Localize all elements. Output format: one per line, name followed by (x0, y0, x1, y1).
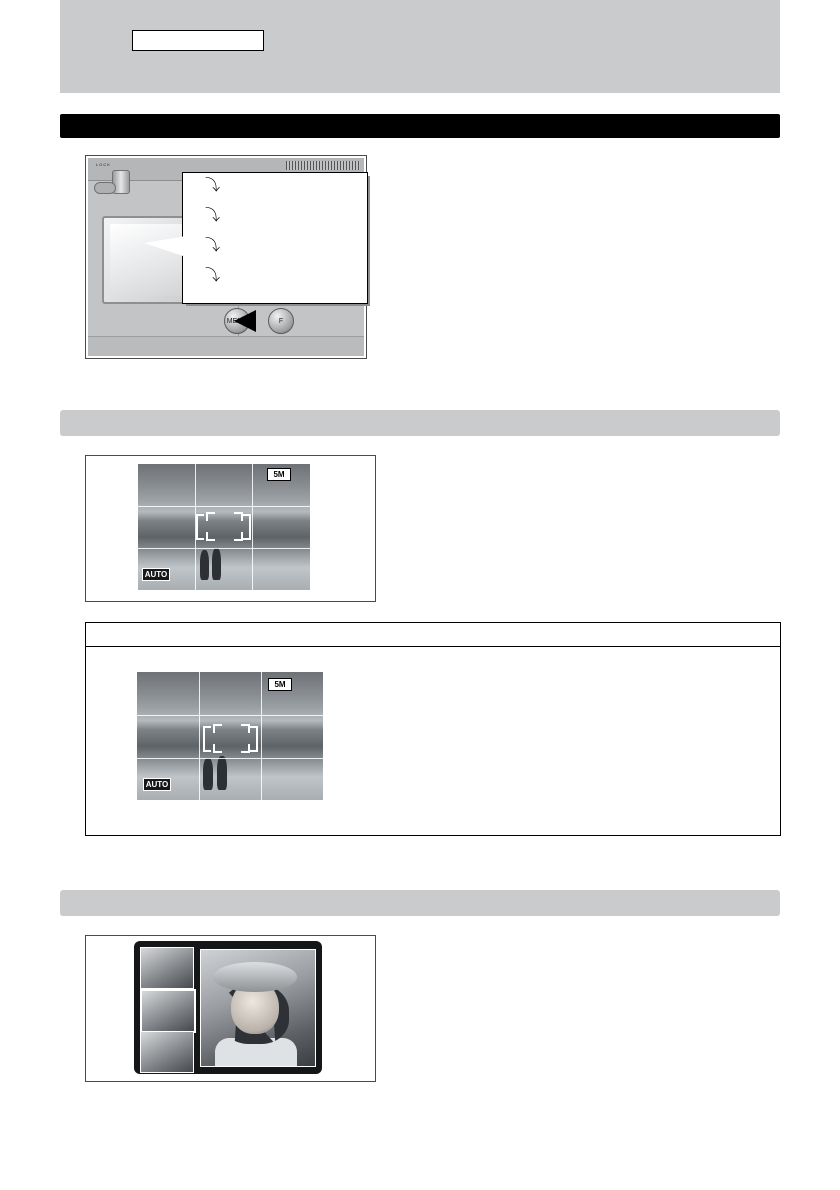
af-bracket-left-note (203, 726, 211, 752)
figure-camera-with-callout (85, 155, 367, 359)
down-arrow-icon-1: ⤵ (205, 177, 221, 194)
grid-line-v1-note (199, 672, 200, 800)
grid-line-v2-note (261, 672, 262, 800)
af-frame-corner-bl (206, 532, 215, 541)
section-title-bar (60, 114, 780, 138)
af-frame-corner-tl (206, 512, 215, 521)
resolution-badge-note: 5M (268, 678, 292, 691)
section-bar-playback (60, 890, 780, 916)
playback-subject-hat (213, 962, 297, 992)
figure-lcd-capture-note (137, 672, 323, 800)
af-frame-corner-tr-note (241, 724, 250, 733)
mode-badge-note: AUTO (143, 778, 171, 791)
grid-line-h2-note (137, 758, 323, 759)
grid-line-v2 (252, 464, 253, 590)
playback-thumbnail-1[interactable] (140, 947, 194, 989)
camera-body (88, 158, 364, 356)
pointer-arrow-icon (234, 310, 256, 332)
figure-playback (85, 935, 376, 1082)
resolution-badge: 5M (267, 468, 291, 481)
photo-person-1-note (203, 758, 213, 790)
lcd-capture-screen (86, 456, 375, 601)
down-arrow-icon-3: ⤵ (205, 237, 221, 254)
camera-speaker-grill-icon (286, 161, 360, 170)
camera-fn-button[interactable]: F (268, 308, 294, 334)
af-bracket-left (196, 514, 204, 540)
photo-person-1 (200, 550, 209, 580)
playback-main-image (200, 949, 316, 1067)
grid-line-h1 (138, 506, 310, 507)
header-label-box (132, 30, 264, 51)
af-bracket-right-note (250, 726, 258, 752)
af-frame-corner-tr (234, 512, 243, 521)
af-frame-corner-br (234, 532, 243, 541)
camera-lock-label: LOCK (96, 162, 111, 167)
mode-badge: AUTO (142, 568, 170, 581)
down-arrow-icon-2: ⤵ (205, 207, 221, 224)
af-frame-corner-bl-note (213, 744, 222, 753)
playback-thumbnail-3[interactable] (140, 1031, 194, 1073)
camera-bottom-panel (88, 337, 364, 356)
note-box-heading (86, 623, 780, 647)
camera-knob[interactable] (94, 182, 116, 194)
lcd-capture-screen-note (137, 672, 323, 800)
grid-line-h2 (138, 548, 310, 549)
page-header-band (60, 0, 780, 93)
callout-tail (144, 236, 186, 257)
callout-balloon (182, 172, 368, 304)
af-frame-corner-br-note (241, 744, 250, 753)
down-arrow-icon-4: ⤵ (205, 267, 221, 284)
playback-thumbnail-2[interactable] (140, 989, 196, 1033)
photo-person-2-note (217, 756, 227, 790)
camera-menu-button[interactable]: MENU (224, 308, 250, 334)
figure-lcd-capture (85, 455, 376, 602)
af-frame-corner-tl-note (213, 724, 222, 733)
af-bracket-right (243, 514, 251, 540)
section-bar-capture (60, 410, 780, 436)
photo-person-2 (212, 548, 221, 580)
playback-screen (134, 941, 322, 1074)
grid-line-h1-note (137, 715, 323, 716)
